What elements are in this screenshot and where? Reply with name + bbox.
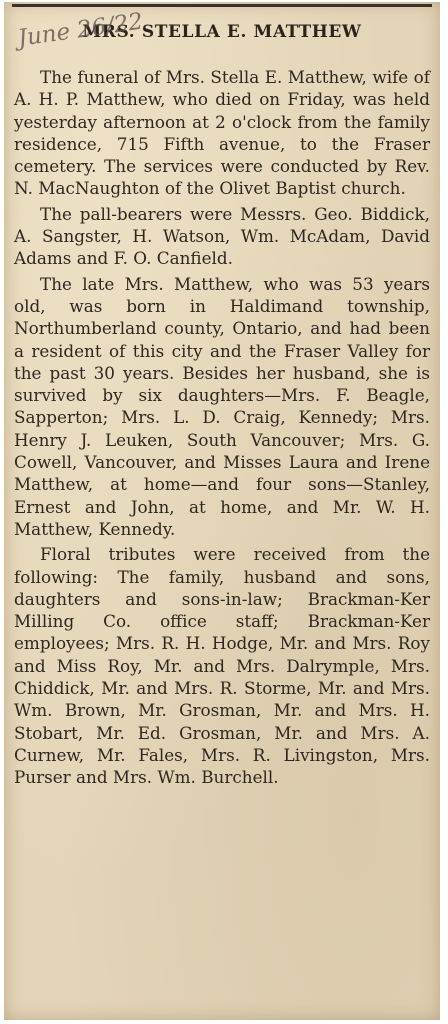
handwritten-date: June 26/22 — [16, 8, 145, 52]
paragraph-funeral: The funeral of Mrs. Stella E. Matthew, wife of A. H. P. Matthew, who died on Friday, was held yesterday afternoon at 2 o'clock from the family residence, 715 Fifth avenue, to the Fraser cemetery. The services were conducted by Rev. N. MacNaughton of the Olivet Baptist church. — [14, 67, 430, 199]
article-body — [14, 66, 430, 792]
top-rule — [12, 4, 432, 7]
headline: MRS. STELLA E. MATTHEW — [82, 22, 362, 42]
paragraph-floral-tributes: Floral tributes were received from the following: The family, husband and sons, daughters and sons-in-law; Brackman-Ker Milling Co. office staff; Brackman-Ker employees; Mrs. R. H. Hodge, Mr. and Mrs. Roy and Miss Roy, Mr. and Mrs. Dalrymple, Mrs. Chiddick, Mr. and Mrs. R. Storme, Mr. and Mrs. Wm. Brown, Mr. Grosman, Mr. and Mrs. H. Stobart, Mr. Ed. Grosman, Mr. and Mrs. A. Curnew, Mr. Fales, Mrs. R. Livingston, Mrs. Purser and Mrs. Wm. Burchell. — [14, 544, 430, 788]
paragraph-biography: The late Mrs. Matthew, who was 53 years old, was born in Haldimand township, Northumberland county, Ontario, and had been a resident of this city and the Fraser Valley for the past 30 years. Besides her husband, she is survived by six daughters—Mrs. F. Beagle, Sapperton; Mrs. L. D. Craig, Kennedy; Mrs. Henry J. Leuken, South Vancouver; Mrs. G. Cowell, Vancouver, and Misses Laura and Irene Matthew, at home—and four sons—Stanley, Ernest and John, at home, and Mr. W. H. Matthew, Kennedy. — [14, 273, 430, 539]
paragraph-pall-bearers: The pall-bearers were Messrs. Geo. Biddick, A. Sangster, H. Watson, Wm. McAdam, David Adams and F. O. Canfield. — [14, 203, 430, 269]
newspaper-clipping — [4, 2, 440, 1020]
